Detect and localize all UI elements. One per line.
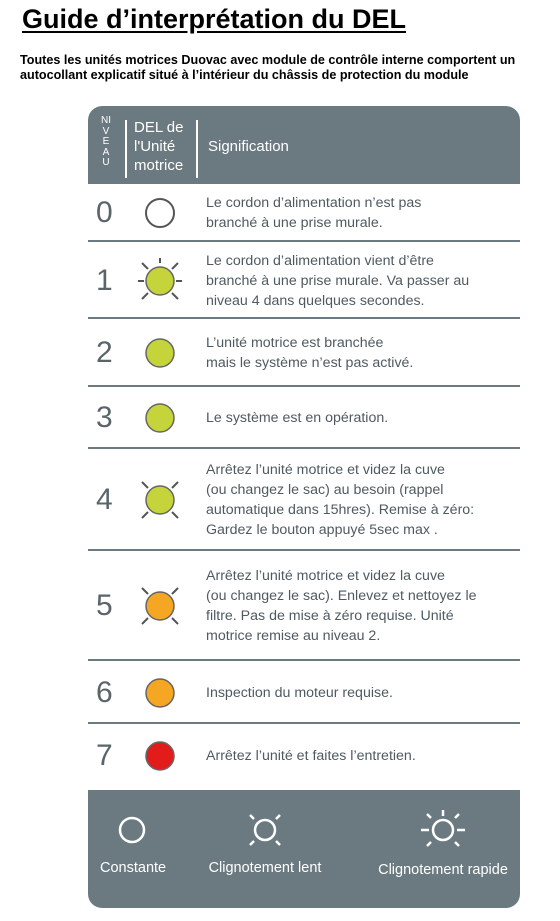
legend-steady bbox=[100, 808, 167, 876]
header-led-line: l'Unité bbox=[134, 138, 176, 155]
meaning-text bbox=[206, 683, 516, 703]
table-row bbox=[88, 451, 520, 551]
table-header bbox=[88, 106, 520, 184]
table-row bbox=[88, 663, 520, 724]
led-slow-blink-icon bbox=[134, 580, 186, 632]
led-slow-blink-icon bbox=[134, 474, 186, 526]
intro-line-1: Toutes les unités motrices Duovac avec module de contrôle interne comportent un bbox=[20, 53, 516, 67]
header-led-line: DEL de bbox=[134, 119, 184, 136]
table-row bbox=[88, 553, 520, 661]
led-indicator bbox=[134, 667, 186, 719]
level-number: 3 bbox=[96, 401, 113, 434]
led-indicator bbox=[134, 474, 186, 526]
meaning-line: niveau 4 dans quelques secondes. bbox=[206, 293, 425, 309]
meaning-text bbox=[206, 566, 516, 646]
led-steady-icon bbox=[134, 327, 186, 379]
led-indicator bbox=[134, 327, 186, 379]
meaning-line: mais le système n’est pas activé. bbox=[206, 355, 414, 371]
meaning-line: (ou changez le sac). Enlevez et nettoyez le bbox=[206, 588, 477, 604]
meaning-line: Arrêtez l’unité motrice et videz la cuve bbox=[206, 462, 445, 478]
table-row bbox=[88, 321, 520, 387]
meaning-line: Inspection du moteur requise. bbox=[206, 685, 393, 701]
meaning-text bbox=[206, 251, 516, 311]
level-number: 5 bbox=[96, 589, 113, 622]
header-divider bbox=[196, 120, 198, 178]
legend-fast bbox=[370, 808, 516, 878]
led-steady-icon bbox=[134, 730, 186, 782]
meaning-line: motrice remise au niveau 2. bbox=[206, 628, 381, 644]
meaning-line: branché à une prise murale. Va passer au bbox=[206, 273, 470, 289]
table-row bbox=[88, 186, 520, 242]
meaning-text bbox=[206, 333, 516, 373]
steady-led-icon bbox=[112, 808, 152, 848]
level-number: 2 bbox=[96, 336, 113, 369]
slow-blink-led-icon bbox=[245, 808, 285, 848]
meaning-text bbox=[206, 460, 516, 540]
page-title: Guide d’interprétation du DEL bbox=[22, 4, 406, 34]
meaning-text bbox=[206, 746, 516, 766]
meaning-line: Arrêtez l’unité et faites l’entretien. bbox=[206, 748, 416, 764]
meaning-line: branché à une prise murale. bbox=[206, 215, 383, 231]
led-indicator bbox=[134, 255, 186, 307]
led-table bbox=[88, 106, 520, 790]
meaning-line: Le système est en opération. bbox=[206, 410, 389, 426]
meaning-line: Le cordon d’alimentation vient d’être bbox=[206, 253, 434, 269]
level-number: 4 bbox=[96, 483, 113, 516]
table-row bbox=[88, 244, 520, 319]
legend bbox=[88, 790, 520, 908]
meaning-text bbox=[206, 408, 516, 428]
table-row bbox=[88, 726, 520, 786]
legend-slow-label: Clignotement lent bbox=[208, 860, 322, 876]
led-off-icon bbox=[134, 187, 186, 239]
header-meaning: Signification bbox=[208, 138, 289, 155]
led-fast-blink-icon bbox=[134, 255, 186, 307]
led-indicator bbox=[134, 392, 186, 444]
led-steady-icon bbox=[134, 667, 186, 719]
level-number: 1 bbox=[96, 264, 113, 297]
led-indicator bbox=[134, 187, 186, 239]
legend-slow bbox=[200, 808, 330, 876]
intro-line-2: autocollant explicatif situé à l’intérieur du châssis de protection du module bbox=[20, 68, 469, 82]
led-indicator bbox=[134, 730, 186, 782]
meaning-text bbox=[206, 193, 516, 233]
meaning-line: L’unité motrice est branchée bbox=[206, 335, 384, 351]
meaning-line: filtre. Pas de mise à zéro requise. Unité bbox=[206, 608, 454, 624]
legend-fast-label: Clignotement rapide bbox=[378, 862, 508, 878]
led-indicator bbox=[134, 580, 186, 632]
header-divider bbox=[125, 120, 127, 178]
header-level: NIVEAU bbox=[101, 115, 111, 168]
led-steady-icon bbox=[134, 392, 186, 444]
meaning-line: Gardez le bouton appuyé 5sec max . bbox=[206, 522, 438, 538]
meaning-line: Le cordon d’alimentation n’est pas bbox=[206, 195, 422, 211]
table-row bbox=[88, 389, 520, 449]
header-led-line: motrice bbox=[134, 157, 184, 174]
level-number: 6 bbox=[96, 676, 113, 709]
level-number: 0 bbox=[96, 196, 113, 229]
meaning-line: (ou changez le sac) au besoin (rappel bbox=[206, 482, 444, 498]
legend-steady-label: Constante bbox=[100, 860, 167, 876]
header-led bbox=[134, 118, 190, 175]
meaning-line: Arrêtez l’unité motrice et videz la cuve bbox=[206, 568, 445, 584]
fast-blink-led-icon bbox=[420, 808, 466, 850]
intro-text bbox=[20, 53, 560, 83]
level-number: 7 bbox=[96, 739, 113, 772]
meaning-line: automatique dans 15hres). Remise à zéro: bbox=[206, 502, 475, 518]
